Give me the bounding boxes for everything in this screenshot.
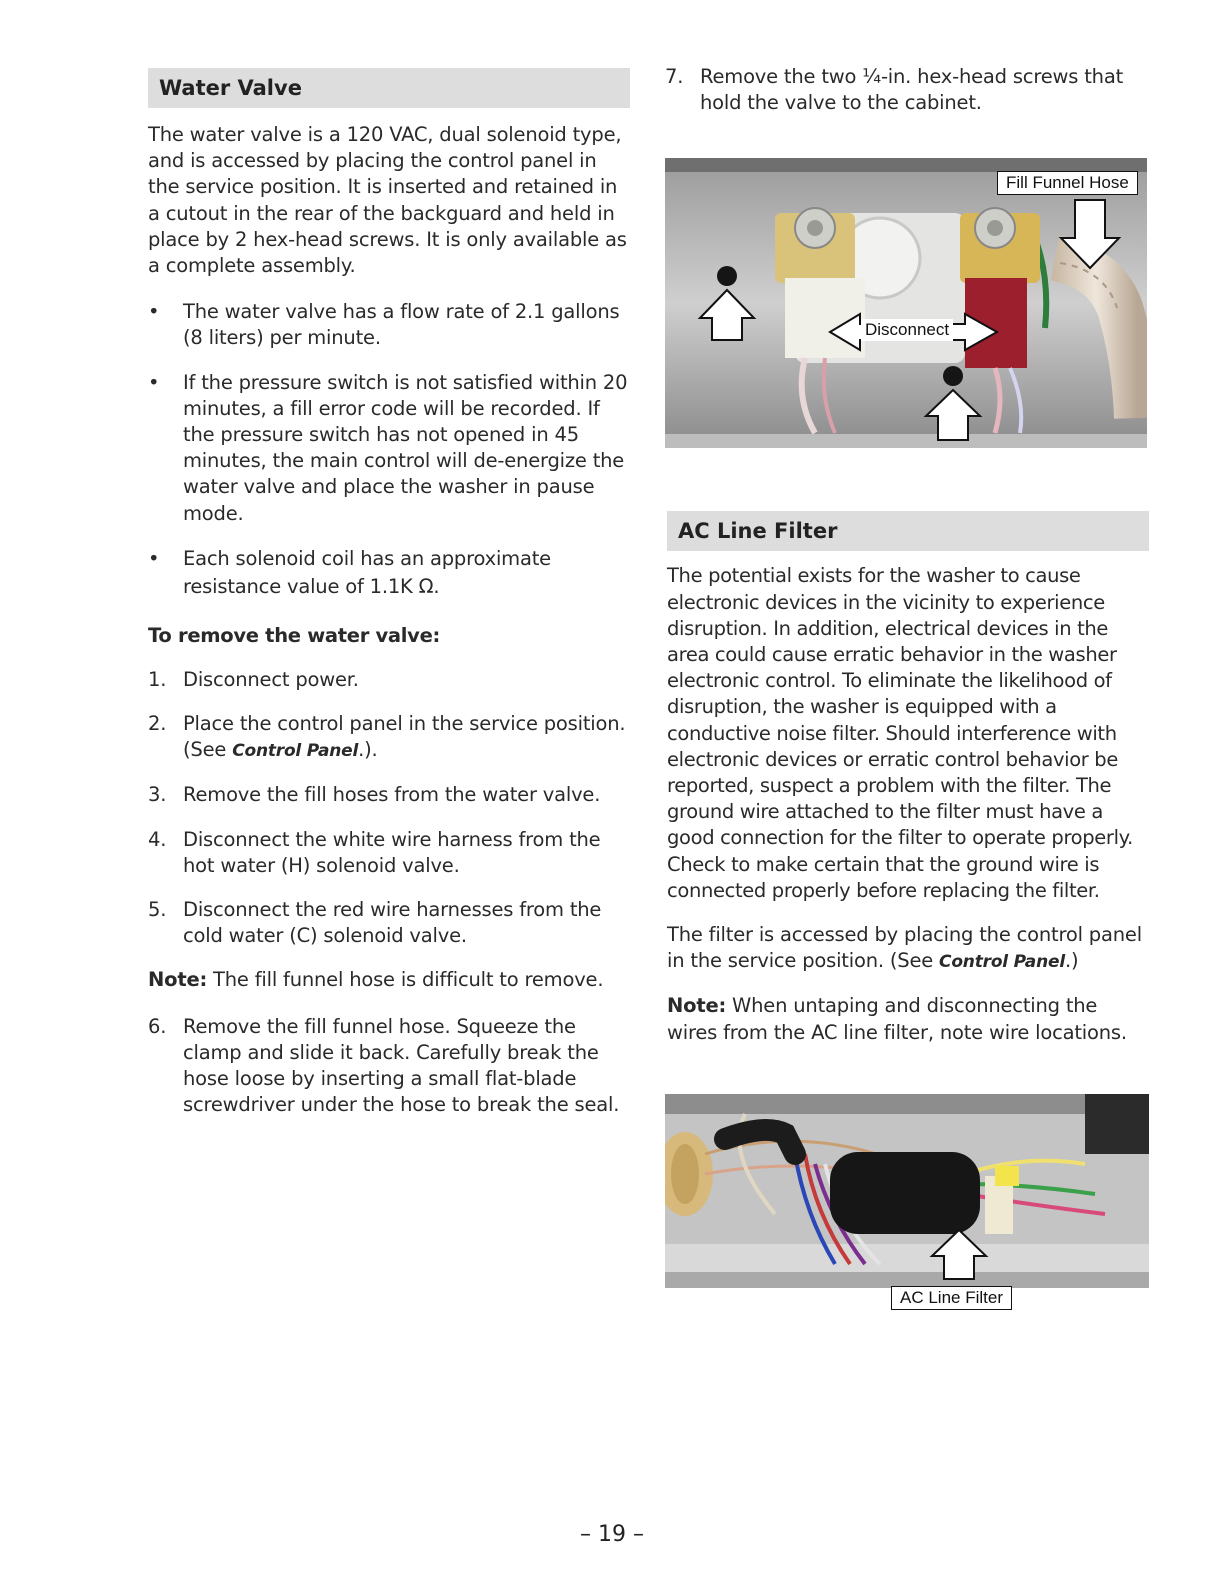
control-panel-reference: Control Panel [232, 741, 359, 762]
step-item [148, 1014, 630, 1119]
step-item [148, 711, 630, 764]
step-number: 4. [148, 827, 167, 851]
step-text: Place the control panel in the service position. (See [183, 712, 626, 762]
bullet-item [148, 545, 630, 601]
step-number: 2. [148, 712, 167, 736]
bullet-mark: • [148, 300, 160, 324]
step-number: 6. [148, 1014, 167, 1038]
page-number: – 19 – [580, 1522, 644, 1547]
note-text: When untaping and disconnecting the wires from the AC line filter, note wire locations. [667, 994, 1127, 1044]
step-item [148, 827, 630, 879]
access-text-end: .) [1064, 949, 1079, 973]
right-column [665, 64, 1149, 1334]
step-item [148, 667, 630, 693]
ac-line-filter-illustration [665, 1094, 1149, 1288]
step-number: 3. [148, 783, 167, 807]
ac-line-filter-photo [665, 1094, 1149, 1334]
water-valve-heading: Water Valve [148, 68, 630, 108]
step-item [148, 782, 630, 808]
step-text: Disconnect the white wire harness from the hot water (H) solenoid valve. [183, 827, 601, 877]
note-label: Note: [667, 994, 727, 1018]
water-valve-intro: The water valve is a 120 VAC, dual solenoid type, and is accessed by placing the control panel in the service position. It is inserted and retained in a cutout in the rear of the backguard and held in place by 2 hex-head screws. It is only available as a complete assembly. [148, 123, 627, 278]
control-panel-reference: Control Panel [939, 952, 1065, 973]
step-number: 1. [148, 667, 167, 691]
left-column [148, 68, 630, 1118]
water-valve-photo [665, 158, 1147, 448]
water-valve-illustration [665, 158, 1147, 448]
ac-line-filter-heading: AC Line Filter [667, 511, 1149, 551]
note-text: The fill funnel hose is difficult to remove. [207, 968, 604, 992]
fill-funnel-hose-label: Fill Funnel Hose [997, 171, 1138, 195]
bullet-text: The water valve has a flow rate of 2.1 gallons (8 liters) per minute. [183, 300, 620, 350]
disconnect-label: Disconnect [861, 319, 953, 341]
ac-line-filter-access [667, 922, 1149, 975]
access-text: The filter is accessed by placing the control panel in the service position. (See [667, 923, 1142, 973]
bullet-item [148, 299, 630, 351]
step-text: Remove the two ¼-in. hex-head screws that hold the valve to the cabinet. [700, 65, 1124, 115]
step-text: Remove the fill hoses from the water valve. [183, 783, 601, 807]
step-item [665, 64, 1149, 116]
remove-water-valve-title: To remove the water valve: [148, 623, 441, 647]
ac-line-filter-description: The potential exists for the washer to cause electronic devices in the vicinity to experience disruption. In addition, electrical devices in the area could cause erratic behavior in the washer electronic control. To eliminate the likelihood of disruption, the washer is equipped with a conductive noise filter. Should interference with electronic devices or erratic control behavior be reported, suspect a problem with the filter. The ground wire attached to the filter must have a good connection for the filter to operate properly. Check to make certain that the ground wire is connected properly before replacing the filter. [667, 564, 1133, 902]
bullet-text: Each solenoid coil has an approximate resistance value of 1.1K Ω. [183, 546, 551, 598]
step-number: 7. [665, 65, 684, 88]
step-text: Disconnect the red wire harnesses from the cold water (C) solenoid valve. [183, 898, 602, 948]
ac-line-filter-label: AC Line Filter [891, 1286, 1012, 1310]
fill-funnel-note [148, 967, 630, 993]
step-number: 5. [148, 898, 167, 922]
step-text: Remove the fill funnel hose. Squeeze the clamp and slide it back. Carefully break the hose loose by inserting a small flat-blade screwdriver under the hose to break the seal. [183, 1014, 620, 1117]
bullet-mark: • [148, 546, 160, 570]
step-text: Disconnect power. [183, 667, 359, 691]
bullet-item [148, 370, 630, 527]
step-item [148, 897, 630, 949]
bullet-text: If the pressure switch is not satisfied within 20 minutes, a fill error code will be recorded. If the pressure switch has not opened in 45 minutes, the main control will de-energize the water valve and place the washer in pause mode. [183, 370, 628, 525]
bullet-mark: • [148, 370, 160, 394]
step-text-end: .). [358, 738, 378, 762]
ac-line-filter-note [667, 993, 1149, 1045]
note-label: Note: [148, 968, 208, 992]
